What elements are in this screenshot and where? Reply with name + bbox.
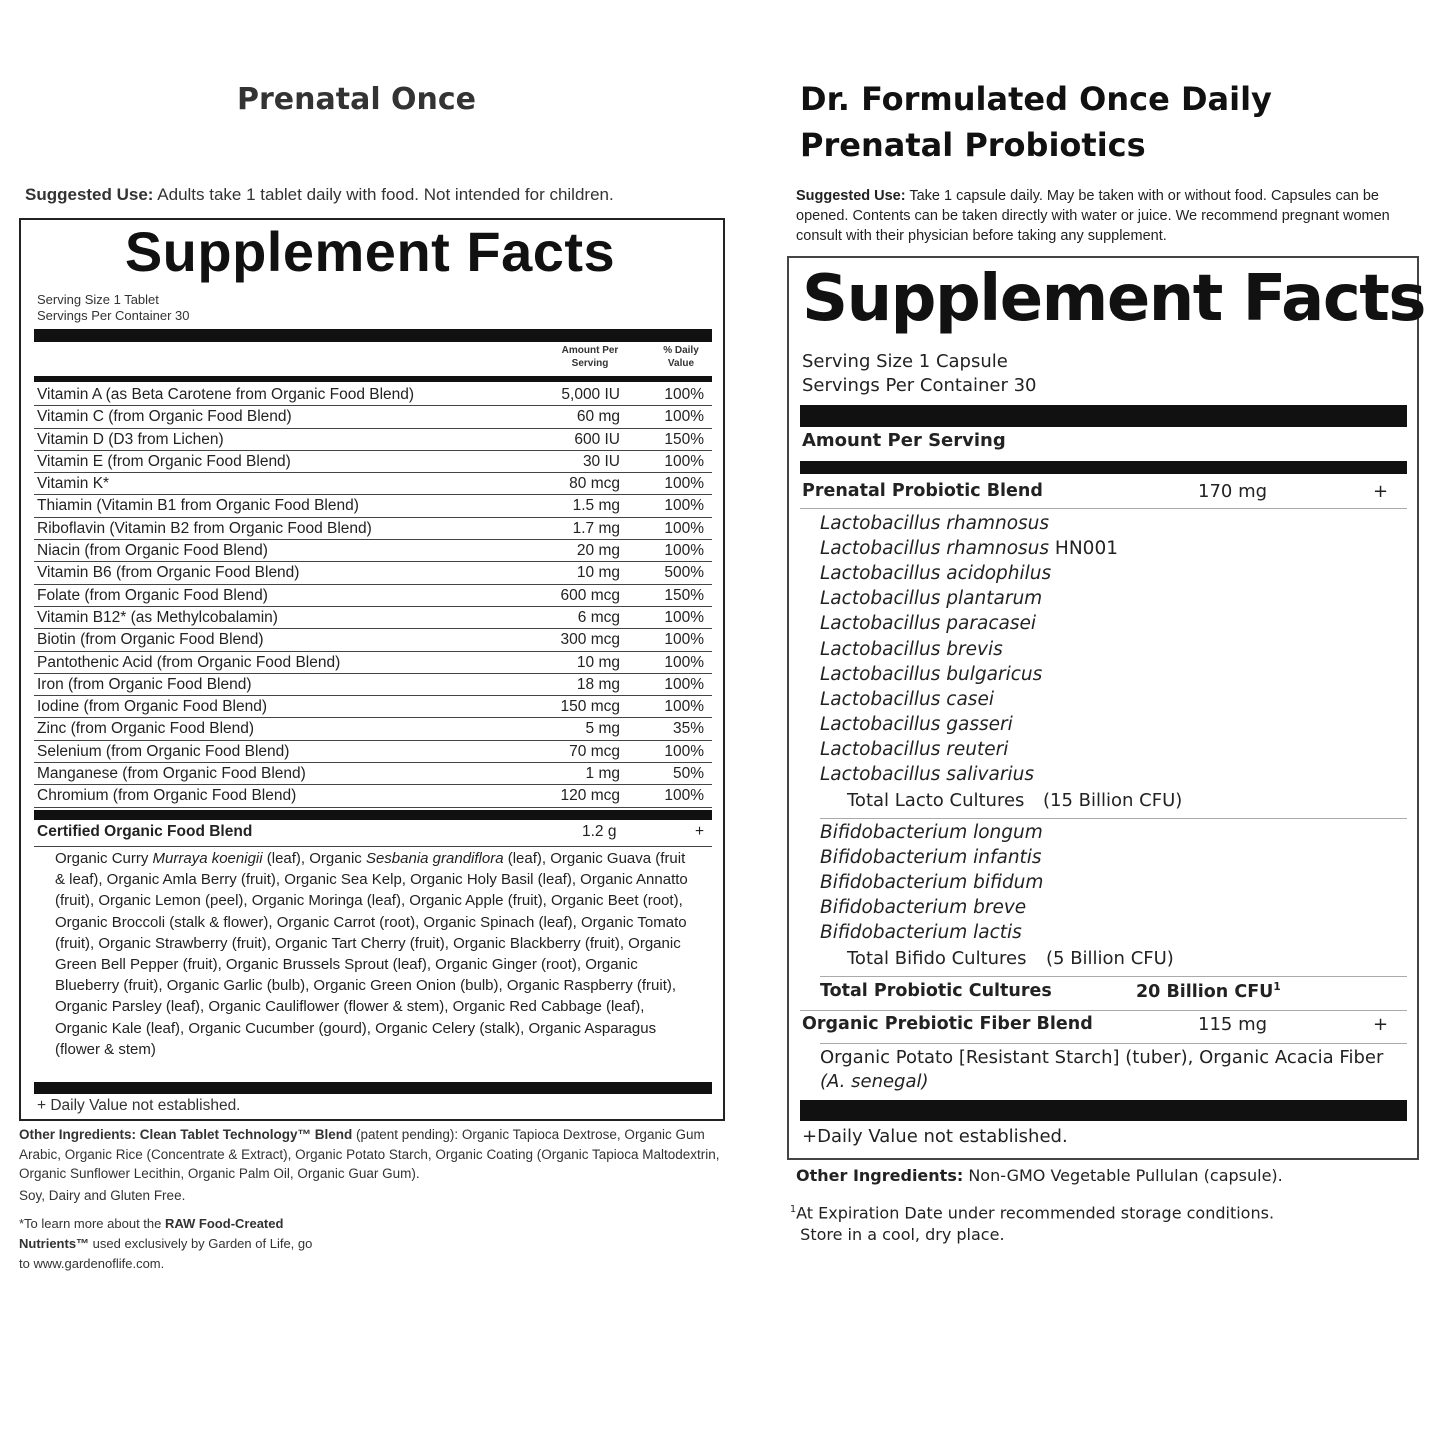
right-lacto-strain: Lactobacillus gasseri (820, 713, 1013, 735)
right-divider (800, 508, 1407, 509)
left-nutrient-row (34, 696, 712, 718)
left-nutrient-row (34, 473, 712, 495)
left-nutrient-row (34, 518, 712, 540)
left-nutrient-dv: 100% (664, 408, 704, 426)
right-bifido-strain: Bifidobacterium lactis (820, 922, 1022, 944)
right-servings-per-container: Servings Per Container 30 (802, 375, 1037, 396)
left-nutrient-row (34, 585, 712, 607)
left-blend-divider (34, 846, 712, 847)
left-nutrient-name: Pantothenic Acid (from Organic Food Blend) (37, 653, 341, 671)
left-nutrient-name: Vitamin C (from Organic Food Blend) (37, 408, 292, 426)
right-supplement-facts-heading: Supplement Facts (802, 262, 1425, 336)
right-bifido-strain: Bifidobacterium longum (820, 822, 1043, 843)
left-nutrient-dv: 50% (672, 765, 704, 783)
right-other-ingredients: Other Ingredients: Non-GMO Vegetable Pullulan (capsule). (796, 1166, 1283, 1185)
left-rule-under-header (34, 376, 712, 382)
right-fiber-ingredients: Organic Potato [Resistant Starch] (tuber), Organic Acacia Fiber (A. senegal) (820, 1047, 1384, 1092)
left-other-ingredients: Other Ingredients: Clean Tablet Technology™ Blend (patent pending): Organic Tapioca Dextrose, Organic Gum Arabic, Organic Rice (Concentrate & Extract), Organic Potato Starch, Organic Coating (Organic Tapioca Maltodextrin, Organic Sunflower Lecithin, Organic Palm Oil, Organic Guar Gum). (19, 1127, 720, 1181)
right-lacto-strain: Lactobacillus brevis (820, 638, 1003, 660)
left-nutrient-amount: 10 mg (576, 653, 620, 671)
right-bifido-total-label: Total Bifido Cultures (847, 948, 1027, 969)
left-nutrient-amount: 60 mg (576, 408, 620, 426)
left-nutrient-dv: 35% (672, 720, 704, 738)
left-nutrient-name: Zinc (from Organic Food Blend) (37, 720, 255, 738)
right-lacto-strain: Lactobacillus rhamnosus (820, 513, 1050, 534)
left-nutrient-dv: 100% (664, 742, 704, 760)
right-bifido-strain: Bifidobacterium infantis (820, 847, 1042, 869)
right-lacto-total-label: Total Lacto Cultures (847, 790, 1025, 811)
left-nutrient-dv: 100% (664, 452, 704, 470)
left-nutrient-row (34, 607, 712, 629)
left-nutrient-row (34, 451, 712, 473)
right-dv-note: +Daily Value not established. (802, 1126, 1068, 1147)
right-fiber-dv: + (1373, 1014, 1389, 1035)
left-nutrient-dv: 100% (664, 542, 704, 560)
left-nutrient-row (34, 763, 712, 785)
left-nutrient-row (34, 674, 712, 696)
left-nutrient-amount: 300 mcg (560, 631, 620, 649)
right-bifido-strain: Bifidobacterium bifidum (820, 872, 1044, 894)
right-blend-name: Prenatal Probiotic Blend (802, 481, 1043, 501)
right-fiber-name: Organic Prebiotic Fiber Blend (802, 1014, 1093, 1034)
left-thick-rule-top (34, 329, 712, 342)
right-lacto-strain: Lactobacillus plantarum (820, 588, 1043, 610)
left-learn-more-note: *To learn more about the RAW Food-Created Nutrients™ used exclusively by Garden of Life, go to www.gardenoflife.com. (19, 1216, 313, 1271)
left-blend-amount: 1.2 g (582, 823, 617, 840)
right-fiber-amount: 115 mg (1198, 1014, 1268, 1035)
left-nutrient-amount: 150 mcg (560, 698, 620, 716)
left-nutrient-amount: 70 mcg (569, 742, 620, 760)
left-nutrient-amount: 30 IU (582, 452, 620, 470)
left-nutrient-dv: 150% (664, 430, 704, 448)
left-serving-size: Serving Size 1 Tablet (37, 292, 159, 307)
right-lacto-strain: Lactobacillus paracasei (820, 613, 1036, 635)
left-allergen-note: Soy, Dairy and Gluten Free. (19, 1188, 186, 1203)
right-divider (820, 1043, 1407, 1044)
right-blend-dv: + (1373, 481, 1389, 502)
left-nutrient-name: Niacin (from Organic Food Blend) (37, 542, 268, 560)
left-nutrient-name: Vitamin A (as Beta Carotene from Organic Food Blend) (37, 386, 415, 403)
right-total-cultures-value: 20 Billion CFU$^1$ (1136, 981, 1281, 1002)
left-nutrient-name: Vitamin D (D3 from Lichen) (37, 430, 224, 448)
left-nutrient-name: Manganese (from Organic Food Blend) (37, 765, 306, 783)
left-nutrient-row (34, 629, 712, 651)
right-bifido-strain: Bifidobacterium breve (820, 897, 1027, 919)
left-nutrient-dv: 100% (664, 386, 704, 403)
left-nutrient-amount: 1.7 mg (572, 519, 620, 537)
left-nutrient-row (34, 718, 712, 740)
right-total-cultures-label: Total Probiotic Cultures (820, 981, 1052, 1001)
left-nutrient-name: Thiamin (Vitamin B1 from Organic Food Blend) (37, 497, 359, 515)
right-lacto-strain: Lactobacillus casei (820, 688, 994, 710)
left-thick-rule-mid (34, 810, 712, 820)
left-nutrient-amount: 600 IU (574, 430, 620, 448)
right-product-title: Dr. Formulated Once Daily Prenatal Probiotics (800, 80, 1272, 164)
right-bifido-total-value: (5 Billion CFU) (1046, 948, 1174, 969)
left-nutrient-table (34, 384, 712, 808)
left-supplement-facts-heading: Supplement Facts (124, 220, 616, 283)
right-lacto-strain: Lactobacillus acidophilus (820, 563, 1052, 585)
left-nutrient-amount: 80 mcg (569, 475, 620, 493)
left-nutrient-amount: 5,000 IU (561, 386, 620, 403)
left-nutrient-amount: 5 mg (585, 720, 620, 738)
left-nutrient-row (34, 429, 712, 451)
left-nutrient-dv: 100% (664, 787, 704, 805)
left-nutrient-name: Vitamin B12* (as Methylcobalamin) (37, 608, 278, 626)
right-suggested-use: Suggested Use: Take 1 capsule daily. May be taken with or without food. Capsules can be opened. Contents can be taken directly with water or juice. We recommend pregnant women consult with their physician before taking any supplement. (796, 188, 1390, 244)
left-nutrient-dv: 100% (664, 608, 704, 626)
left-suggested-use: Suggested Use: Adults take 1 tablet daily with food. Not intended for children. (25, 185, 614, 204)
right-footnote: $^1$At Expiration Date under recommended storage conditions. Store in a cool, dry place. (790, 1203, 1275, 1245)
left-nutrient-name: Iodine (from Organic Food Blend) (37, 698, 268, 716)
right-divider (820, 976, 1407, 977)
left-product-title: Prenatal Once (237, 82, 477, 117)
left-nutrient-name: Folate (from Organic Food Blend) (37, 586, 268, 604)
left-nutrient-name: Chromium (from Organic Food Blend) (37, 787, 297, 805)
left-nutrient-amount: 18 mg (576, 675, 620, 693)
left-nutrient-dv: 150% (664, 586, 704, 604)
left-nutrient-row (34, 652, 712, 674)
right-lacto-total-value: (15 Billion CFU) (1043, 790, 1183, 811)
left-nutrient-amount: 10 mg (576, 564, 620, 582)
left-nutrient-amount: 1.5 mg (572, 497, 620, 515)
right-serving-size: Serving Size 1 Capsule (802, 351, 1008, 372)
left-dv-note: + Daily Value not established. (37, 1097, 241, 1114)
left-nutrient-name: Selenium (from Organic Food Blend) (37, 742, 290, 760)
right-amount-per-serving: Amount Per Serving (802, 430, 1006, 451)
right-lacto-strain: Lactobacillus bulgaricus (820, 663, 1043, 685)
right-lacto-strain: Lactobacillus salivarius (820, 764, 1034, 785)
left-nutrient-row (34, 540, 712, 562)
left-nutrient-amount: 600 mcg (560, 586, 620, 604)
left-col-dv-header: % Daily Value (663, 345, 699, 369)
left-nutrient-name: Vitamin B6 (from Organic Food Blend) (37, 564, 300, 582)
left-nutrient-dv: 100% (664, 698, 704, 716)
left-thick-rule-bottom (34, 1082, 712, 1094)
left-col-amount-header: Amount Per Serving (561, 345, 619, 369)
left-nutrient-dv: 100% (664, 497, 704, 515)
left-nutrient-name: Vitamin K* (37, 475, 110, 493)
left-blend-row (37, 823, 709, 841)
left-nutrient-dv: 100% (664, 475, 704, 493)
left-nutrient-dv: 100% (664, 519, 704, 537)
left-blend-dv: + (695, 823, 705, 840)
left-nutrient-name: Riboflavin (Vitamin B2 from Organic Food Blend) (37, 519, 372, 537)
left-nutrient-amount: 20 mg (576, 542, 620, 560)
left-nutrient-row (34, 495, 712, 517)
left-blend-name: Certified Organic Food Blend (37, 823, 253, 840)
left-nutrient-row (34, 785, 712, 807)
left-nutrient-amount: 6 mcg (577, 608, 620, 626)
right-blend-amount: 170 mg (1198, 481, 1268, 502)
left-servings-per-container: Servings Per Container 30 (37, 308, 190, 323)
left-nutrient-row (34, 741, 712, 763)
left-nutrient-name: Biotin (from Organic Food Blend) (37, 631, 264, 649)
left-nutrient-dv: 100% (664, 631, 704, 649)
left-nutrient-dv: 500% (664, 564, 704, 582)
right-rule-under-header (800, 461, 1407, 474)
left-nutrient-row (34, 562, 712, 584)
left-blend-ingredients (55, 848, 695, 1060)
left-nutrient-name: Vitamin E (from Organic Food Blend) (37, 452, 291, 470)
right-lacto-strain: Lactobacillus reuteri (820, 738, 1009, 760)
left-nutrient-name: Iron (from Organic Food Blend) (37, 675, 252, 693)
right-thick-rule-bottom (800, 1100, 1407, 1121)
right-lacto-strain: Lactobacillus rhamnosus HN001 (820, 538, 1118, 560)
left-nutrient-row (34, 406, 712, 428)
left-blend-ingredients-text: Organic Curry Murraya koenigii (leaf), Organic Sesbania grandiflora (leaf), Organic Guava (fruit & leaf), Organic Amla Berry (fruit), Organic Sea Kelp, Organic Holy Basil (leaf), Organic Annatto (fruit), Organic Lemon (peel), Organic Moringa (leaf), Organic Apple (fruit), Organic Beet (root), Organic Broccoli (stalk & flower), Organic Carrot (root), Organic Spinach (leaf), Organic Tomato (fruit), Organic Strawberry (fruit), Organic Tart Cherry (fruit), Organic Blackberry (fruit), Organic Green Bell Pepper (fruit), Organic Brussels Sprout (leaf), Organic Ginger (root), Organic Blueberry (fruit), Organic Garlic (bulb), Organic Green Onion (bulb), Organic Raspberry (fruit), Organic Parsley (leaf), Organic Cauliflower (flower & stem), Organic Red Cabbage (leaf), Organic Kale (leaf), Organic Cucumber (gourd), Organic Celery (stalk), Organic Asparagus (flower & stem) (55, 850, 688, 1058)
right-divider (800, 1010, 1407, 1011)
left-nutrient-row (34, 384, 712, 406)
left-nutrient-dv: 100% (664, 653, 704, 671)
left-nutrient-amount: 120 mcg (560, 787, 620, 805)
left-nutrient-dv: 100% (664, 675, 704, 693)
left-nutrient-amount: 1 mg (585, 765, 620, 783)
right-thick-rule-top (800, 405, 1407, 427)
right-divider (820, 818, 1407, 819)
